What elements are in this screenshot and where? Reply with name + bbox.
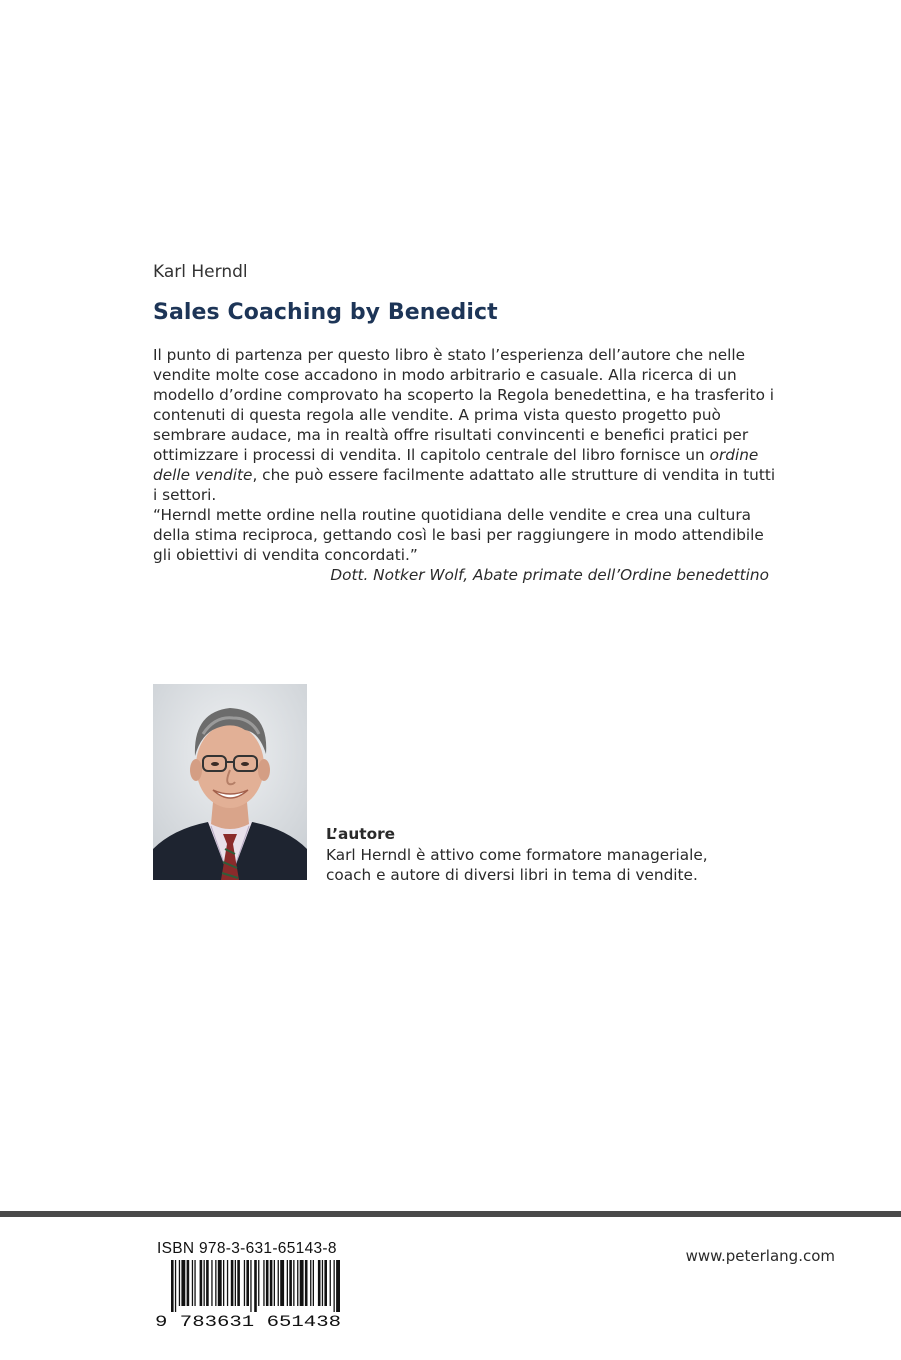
barcode-bar xyxy=(194,1260,195,1306)
about-author-heading: L’autore xyxy=(326,825,395,843)
barcode-bar xyxy=(266,1260,269,1306)
barcode-bar xyxy=(246,1260,249,1306)
quote-attribution: Dott. Notker Wolf, Abate primate dell’Ordine benedettino xyxy=(330,566,769,584)
barcode-bar xyxy=(313,1260,314,1306)
blurb-emphasis: ordine delle vendite xyxy=(153,446,759,484)
author-name: Karl Herndl xyxy=(153,262,248,282)
barcode-bar xyxy=(175,1260,176,1312)
barcode-bar xyxy=(244,1260,245,1306)
barcode-bar xyxy=(258,1260,259,1306)
barcode-bar xyxy=(237,1260,240,1306)
blurb-text-1: Il punto di partenza per questo libro è stato l’esperienza dell’autore che nelle vendite molte cose accadono in modo arbitrario e casuale. Alla ricerca di un modello d’ordine comprovato ha scoperto la Regola benedettina, e ha trasferito i contenuti di questa regola alle vendite. A prima vista questo progetto può sembrare audace, ma in realtà offre risultati convincenti e benefici pratici per ottimizzare i processi di vendita. Il capitolo centrale del libro fornisce un xyxy=(153,346,775,464)
barcode-bar xyxy=(254,1260,257,1312)
barcode-bar xyxy=(235,1260,236,1306)
book-title: Sales Coaching by Benedict xyxy=(153,300,498,325)
barcode-bar xyxy=(187,1260,190,1306)
barcode-bar xyxy=(322,1260,323,1306)
barcode-bars xyxy=(171,1260,340,1312)
barcode-bar xyxy=(200,1260,203,1306)
barcode-bar xyxy=(218,1260,222,1306)
barcode-bar xyxy=(305,1260,308,1306)
about-author-text: Karl Herndl è attivo come formatore manageriale, coach e autore di diversi libri in tema di vendite. xyxy=(326,846,708,884)
barcode-bar xyxy=(192,1260,193,1306)
barcode-bar xyxy=(211,1260,212,1306)
blurb-paragraph xyxy=(153,345,778,505)
barcode-bar xyxy=(287,1260,288,1306)
barcode-bar xyxy=(293,1260,294,1306)
barcode-bar xyxy=(334,1260,335,1312)
barcode-bar xyxy=(231,1260,234,1306)
blurb xyxy=(153,345,778,505)
publisher-website: www.peterlang.com xyxy=(685,1247,835,1265)
barcode-bar xyxy=(204,1260,205,1306)
barcode-bar xyxy=(270,1260,273,1306)
author-photo xyxy=(153,684,307,880)
quote xyxy=(153,505,778,565)
barcode-bar xyxy=(227,1260,228,1306)
barcode-bar xyxy=(336,1260,340,1312)
isbn-barcode xyxy=(153,1258,343,1328)
barcode-bar xyxy=(171,1260,174,1312)
barcode-bar xyxy=(223,1260,224,1306)
author-portrait-image xyxy=(153,684,307,880)
barcode-bar xyxy=(181,1260,185,1306)
barcode-bar xyxy=(310,1260,311,1306)
barcode-bar xyxy=(297,1260,298,1306)
blurb-text-2: , che può essere facilmente adattato alle strutture di vendita in tutti i settori. xyxy=(153,466,776,504)
barcode-bar xyxy=(250,1260,251,1312)
barcode-bar xyxy=(179,1260,180,1306)
barcode-bar xyxy=(278,1260,279,1306)
footer-rule xyxy=(0,1211,901,1217)
barcode-bar xyxy=(330,1260,331,1306)
isbn-label: ISBN 978-3-631-65143-8 xyxy=(157,1240,337,1257)
barcode-bar xyxy=(215,1260,216,1306)
barcode-bar xyxy=(206,1260,209,1306)
barcode-bar xyxy=(289,1260,292,1306)
quote-text: “Herndl mette ordine nella routine quotidiana delle vendite e crea una cultura della stima reciproca, gettando così le basi per raggiungere in modo attendibile gli obiettivi di vendita concordati.” xyxy=(153,506,764,564)
barcode-digits: 9 783631 651438 xyxy=(155,1313,341,1328)
barcode-bar xyxy=(324,1260,327,1306)
barcode-bar xyxy=(280,1260,284,1306)
barcode-bar xyxy=(274,1260,275,1306)
barcode-bar xyxy=(318,1260,321,1306)
barcode-bar xyxy=(300,1260,304,1306)
barcode-bar xyxy=(263,1260,264,1306)
